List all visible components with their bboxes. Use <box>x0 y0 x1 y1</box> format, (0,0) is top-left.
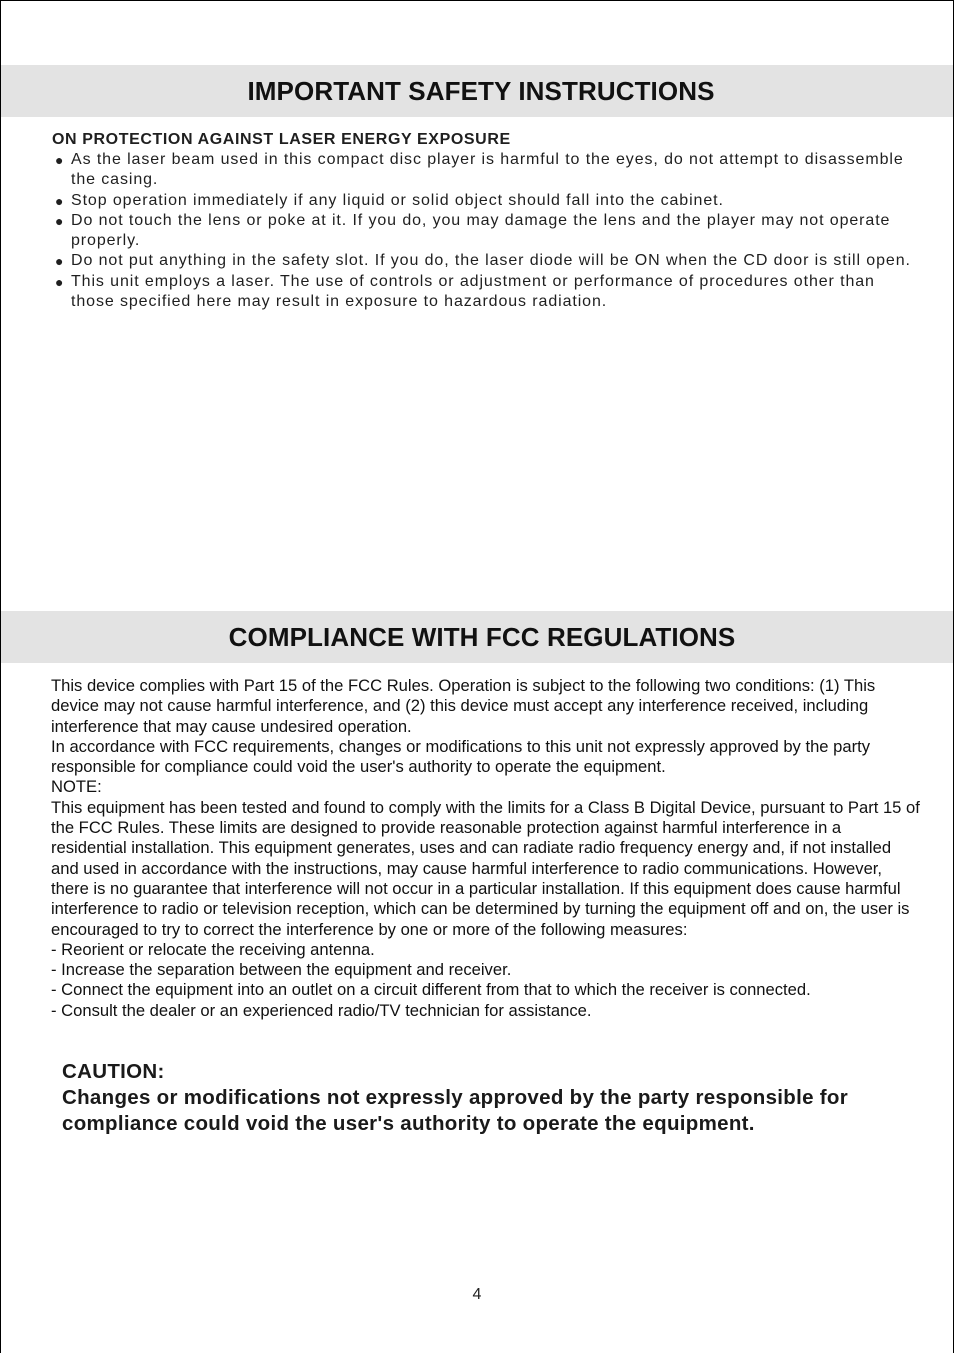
fcc-note-label: NOTE: <box>51 777 102 797</box>
bullet-icon: ● <box>55 152 65 168</box>
bullet-icon: ● <box>55 192 65 209</box>
laser-subheading: ON PROTECTION AGAINST LASER ENERGY EXPOSURE <box>52 131 511 148</box>
bullet-icon: ● <box>55 253 65 270</box>
list-item <box>52 211 922 252</box>
laser-section <box>52 130 922 312</box>
list-item <box>52 191 922 211</box>
safety-title: IMPORTANT SAFETY INSTRUCTIONS <box>247 75 715 106</box>
bullet-text: Do not put anything in the safety slot. If you do, the laser diode will be ON when the CD door is still open. <box>71 252 911 270</box>
fcc-note-text: This equipment has been tested and found to comply with the limits for a Class B Digital Device, pursuant to Part 15 of the FCC Rules. These limits are designed to provide reasonable protection against harmful interference in a residential installation. This equipment generates, uses and can radiate radio frequency energy and, if not installed and used in accordance with the instructions, may cause harmful interference to radio communications. However, there is no guarantee that interference will not occur in a particular installation. If this equipment does cause harmful interference to radio or television reception, which can be determined by turning the equipment off and on, the user is encouraged to try to correct the interference by one or more of the following measures: <box>51 797 920 939</box>
fcc-intro: This device complies with Part 15 of the FCC Rules. Operation is subject to the following two conditions: (1) This device may not cause harmful interference, and (2) this device must accept any interference received, including interference that may cause undesired operation. <box>51 676 876 736</box>
bullet-icon: ● <box>55 273 65 290</box>
fcc-measure: - Consult the dealer or an experienced radio/TV technician for assistance. <box>51 1000 592 1020</box>
fcc-measure: - Connect the equipment into an outlet on a circuit different from that to which the receiver is connected. <box>51 980 811 1000</box>
fcc-measure: - Reorient or relocate the receiving antenna. <box>51 939 375 959</box>
list-item <box>52 150 922 191</box>
page-number: 4 <box>472 1286 482 1303</box>
bullet-text: As the laser beam used in this compact disc player is harmful to the eyes, do not attempt to disassemble the casing. <box>71 151 904 189</box>
fcc-title: COMPLIANCE WITH FCC REGULATIONS <box>228 621 736 652</box>
bullet-text: Do not touch the lens or poke at it. If you do, you may damage the lens and the player may not operate properly. <box>71 211 891 250</box>
bullet-icon: ● <box>55 212 65 229</box>
fcc-measure: - Increase the separation between the equipment and receiver. <box>51 960 512 980</box>
caution-block <box>62 1059 922 1137</box>
safety-header-band <box>1 65 953 117</box>
bullet-text: This unit employs a laser. The use of controls or adjustment or performance of procedures other than those specified here may result in exposure to hazardous radiation. <box>71 272 875 311</box>
caution-text: Changes or modifications not expressly approved by the party responsible for compliance could void the user's authority to operate the equipment. <box>62 1086 849 1135</box>
caution-label: CAUTION: <box>62 1060 165 1083</box>
fcc-section <box>51 676 921 1021</box>
bullet-text: Stop operation immediately if any liquid or solid object should fall into the cabinet. <box>71 191 724 209</box>
fcc-requirements: In accordance with FCC requirements, changes or modifications to this unit not expressly approved by the party responsible for compliance could void the user's authority to operate the equipment. <box>51 736 871 777</box>
list-item <box>52 251 922 271</box>
laser-bullet-list <box>52 150 922 312</box>
fcc-header-band <box>1 611 953 663</box>
list-item <box>52 272 922 313</box>
